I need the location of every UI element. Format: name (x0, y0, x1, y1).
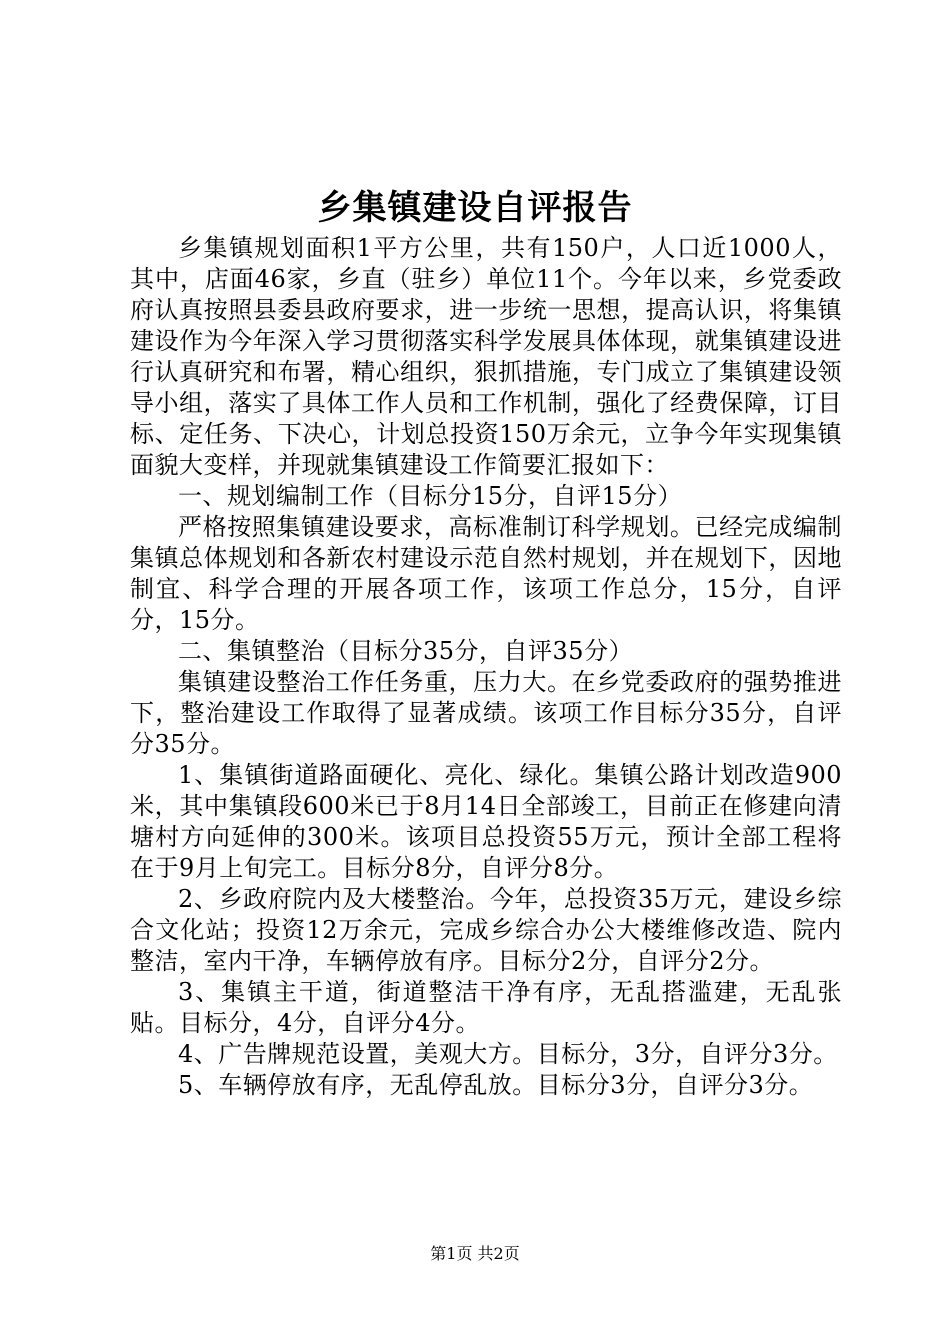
paragraph-item-1: 1、集镇街道路面硬化、亮化、绿化。集镇公路计划改造900米，其中集镇段600米已于8月14日全部竣工，目前正在修建向清塘村方向延伸的300米。该项目总投资55万元，预计全部工程将在于9月上旬完工。目标分8分，自评分8分。 (130, 761, 842, 882)
document-body (130, 233, 842, 1101)
paragraph-intro: 乡集镇规划面积1平方公里，共有150户，人口近1000人，其中，店面46家，乡直（驻乡）单位11个。今年以来，乡党委政府认真按照县委县政府要求，进一步统一思想，提高认识，将集镇建设作为今年深入学习贯彻落实科学发展具体体现，就集镇建设进行认真研究和布署，精心组织，狠抓措施，专门成立了集镇建设领导小组，落实了具体工作人员和工作机制，强化了经费保障，订目标、定任务、下决心，计划总投资150万余元，立争今年实现集镇面貌大变样，并现就集镇建设工作简要汇报如下： (130, 234, 842, 479)
section-heading-planning: 一、规划编制工作（目标分15分，自评15分） (178, 482, 683, 510)
section-heading-renovation: 二、集镇整治（目标分35分，自评35分） (178, 637, 634, 665)
paragraph-renovation: 集镇建设整治工作任务重，压力大。在乡党委政府的强势推进下，整治建设工作取得了显著成绩。该项工作目标分35分，自评分35分。 (130, 668, 842, 758)
document-title: 乡集镇建设自评报告 (317, 188, 633, 228)
page-number-footer: 第1页 共2页 (430, 1244, 520, 1263)
paragraph-item-2: 2、乡政府院内及大楼整治。今年，总投资35万元，建设乡综合文化站；投资12万余元，完成乡综合办公大楼维修改造、院内整洁，室内干净，车辆停放有序。目标分2分，自评分2分。 (130, 885, 842, 975)
paragraph-item-3: 3、集镇主干道，街道整洁干净有序，无乱搭滥建，无乱张贴。目标分，4分，自评分4分。 (130, 978, 842, 1037)
paragraph-planning: 严格按照集镇建设要求，高标准制订科学规划。已经完成编制集镇总体规划和各新农村建设示范自然村规划，并在规划下，因地制宜、科学合理的开展各项工作，该项工作总分，15分，自评分，15分。 (130, 513, 842, 634)
paragraph-item-5: 5、车辆停放有序，无乱停乱放。目标分3分，自评分3分。 (178, 1071, 814, 1099)
paragraph-item-4: 4、广告牌规范设置，美观大方。目标分，3分，自评分3分。 (178, 1040, 838, 1068)
